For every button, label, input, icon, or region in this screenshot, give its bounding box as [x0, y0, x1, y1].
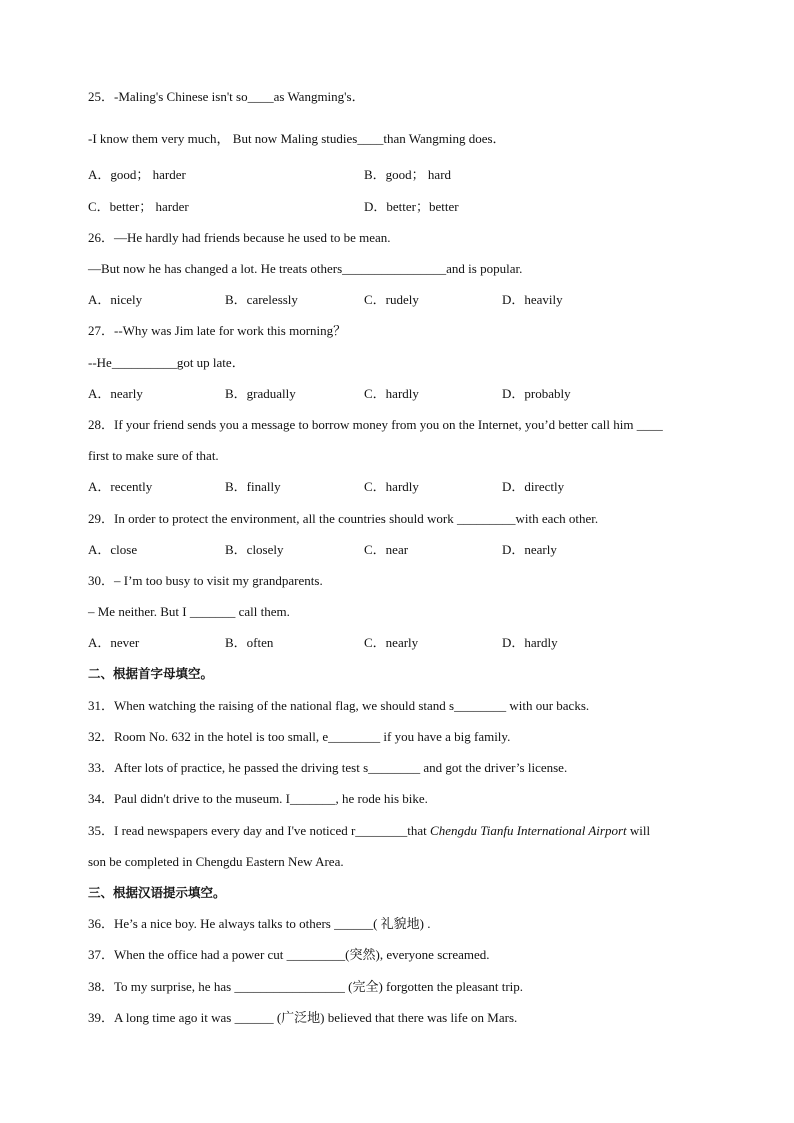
- question-30-stem: 30．– I’m too busy to visit my grandparents.: [88, 573, 323, 588]
- question-27-stem-line2: --He__________got up late．: [88, 355, 245, 370]
- question-28-option-a: A．recently: [88, 479, 153, 494]
- question-33: 33．After lots of practice, he passed the driving test s________ and got the driver’s license.: [88, 760, 568, 775]
- question-28-option-c: C．hardly: [364, 479, 419, 494]
- question-34: 34．Paul didn't drive to the museum. I_______, he rode his bike.: [88, 791, 428, 806]
- question-30-option-c: C．nearly: [364, 635, 419, 650]
- question-25-option-c: C．better； harder: [88, 199, 189, 214]
- question-25-option-d: D．better；better: [364, 199, 459, 214]
- question-35-text: 35．I read newspapers every day and I've noticed r________that: [88, 823, 431, 838]
- question-25-stem-line2: -I know them very much， But now Maling studies____than Wangming does．: [88, 131, 506, 146]
- question-25-option-a: A．good； harder: [88, 167, 186, 182]
- question-38: 38．To my surprise, he has _________________ (完全) forgotten the pleasant trip.: [88, 979, 524, 994]
- question-28-option-b: B．finally: [225, 479, 281, 494]
- question-27-option-b: B．gradually: [225, 386, 296, 401]
- question-28-option-d: D．directly: [502, 479, 565, 494]
- section-2-heading: 二、根据首字母填空。: [88, 666, 214, 681]
- question-35: [88, 823, 650, 839]
- question-25-option-b: B．good； hard: [364, 167, 452, 182]
- question-35-text-end: will: [626, 823, 651, 838]
- question-32: 32．Room No. 632 in the hotel is too small, e________ if you have a big family.: [88, 729, 511, 744]
- question-29-option-d: D．nearly: [502, 542, 557, 557]
- question-28-stem: 28．If your friend sends you a message to borrow money from you on the Internet, you’d better call him ____: [88, 417, 663, 432]
- question-30-option-b: B．often: [225, 635, 274, 650]
- question-29-option-b: B．closely: [225, 542, 284, 557]
- question-26-option-d: D．heavily: [502, 292, 563, 307]
- question-30-stem-line2: – Me neither. But I _______ call them.: [88, 604, 290, 619]
- question-35-line2: son be completed in Chengdu Eastern New Area.: [88, 854, 344, 869]
- question-26-option-b: B．carelessly: [225, 292, 298, 307]
- question-29-option-c: C．near: [364, 542, 409, 557]
- question-29-option-a: A．close: [88, 542, 138, 557]
- question-27-option-c: C．hardly: [364, 386, 419, 401]
- question-26-stem-line2: —But now he has changed a lot. He treats others________________and is popular.: [88, 261, 523, 276]
- question-26-option-c: C．rudely: [364, 292, 419, 307]
- question-30-option-a: A．never: [88, 635, 140, 650]
- question-36: 36．He’s a nice boy. He always talks to others ______( 礼貌地) .: [88, 916, 431, 931]
- section-3-heading: 三、根据汉语提示填空。: [88, 885, 226, 900]
- question-27-stem: 27．--Why was Jim late for work this morning？: [88, 323, 347, 338]
- question-39: 39．A long time ago it was ______ (广泛地) believed that there was life on Mars.: [88, 1010, 518, 1025]
- question-28-stem-line2: first to make sure of that.: [88, 448, 219, 463]
- question-30-option-d: D．hardly: [502, 635, 558, 650]
- question-37: 37．When the office had a power cut _________(突然), everyone screamed.: [88, 947, 490, 962]
- question-29-stem: 29．In order to protect the environment, all the countries should work _________with each other.: [88, 511, 599, 526]
- question-31: 31．When watching the raising of the national flag, we should stand s________ with our backs.: [88, 698, 590, 713]
- question-27-option-a: A．nearly: [88, 386, 143, 401]
- question-25-stem: 25．-Maling's Chinese isn't so____as Wangming's．: [88, 89, 365, 104]
- question-26-stem: 26．—He hardly had friends because he used to be mean.: [88, 230, 391, 245]
- question-27-option-d: D．probably: [502, 386, 571, 401]
- airport-name: Chengdu Tianfu International Airport: [430, 823, 627, 838]
- question-26-option-a: A．nicely: [88, 292, 143, 307]
